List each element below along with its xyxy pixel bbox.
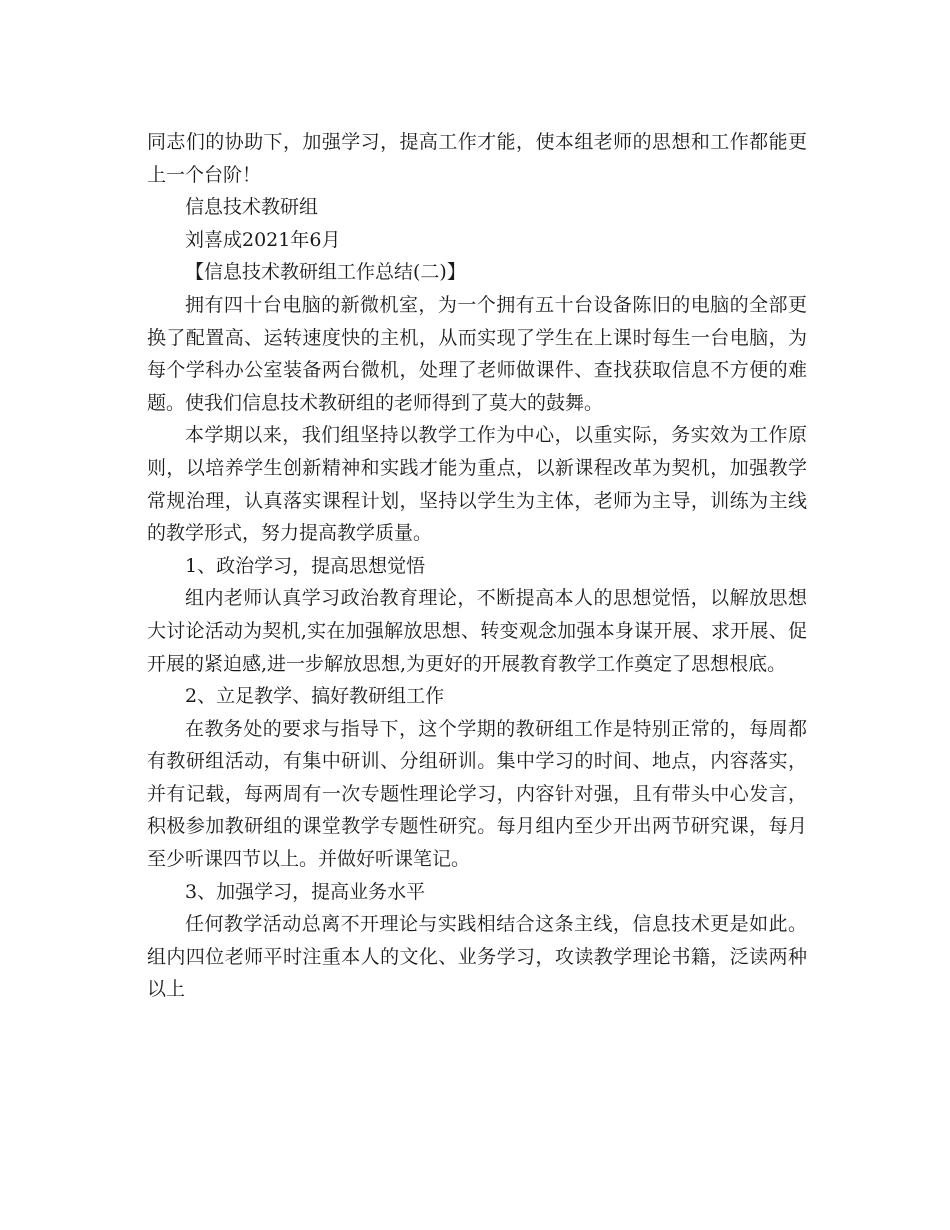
paragraph-professional-study: 任何教学活动总离不开理论与实践相结合这条主线，信息技术更是如此。组内四位老师平时注重本人的文化、业务学习，攻读教学理论书籍，泛读两种以上 [147,913,807,1001]
document-body [147,126,807,1006]
paragraph-continuation: 同志们的协助下，加强学习，提高工作才能，使本组老师的思想和工作都能更上一个台阶！ [147,131,807,186]
signature-group: 信息技术教研组 [185,196,319,219]
paragraph-teaching-research: 在教务处的要求与指导下，这个学期的教研组工作是特别正常的，每周都有教研组活动，有集中研训、分组研训。集中学习的时间、地点，内容落实，并有记载，每两周有一次专题性理论学习，内容针对强，且有带头中心发言，积极参加教研组的课堂教学专题性研究。每月组内至少开出两节研究课，每月至少听课四节以上。并做好听课笔记。 [147,717,807,871]
paragraph-semester-overview: 本学期以来，我们组坚持以教学工作为中心，以重实际，务实效为工作原则，以培养学生创新精神和实践才能为重点，以新课程改革为契机，加强教学常规治理，认真落实课程计划，坚持以学生为主体，老师为主导，训练为主线的教学形式，努力提高教学质量。 [147,424,807,545]
section-heading-2: 2、立足教学、搞好教研组工作 [185,685,445,708]
paragraph-political-study: 组内老师认真学习政治教育理论，不断提高本人的思想觉悟，以解放思想大讨论活动为契机,实在加强解放思想、转变观念加强本身谋开展、求开展、促开展的紧迫感,进一步解放思想,为更好的开展教育教学工作奠定了思想根底。 [147,587,807,675]
section-heading-1: 1、政治学习，提高思想觉悟 [185,554,426,577]
document-title: 【信息技术教研组工作总结(二)】 [185,261,466,284]
section-heading-3: 3、加强学习，提高业务水平 [185,880,426,903]
signature-author-date: 刘喜成2021年6月 [185,228,341,251]
paragraph-computer-room: 拥有四十台电脑的新微机室，为一个拥有五十台设备陈旧的电脑的全部更换了配置高、运转速度快的主机，从而实现了学生在上课时每生一台电脑，为每个学科办公室装备两台微机，处理了老师做课件、查找获取信息不方便的难题。使我们信息技术教研组的老师得到了莫大的鼓舞。 [147,293,807,414]
